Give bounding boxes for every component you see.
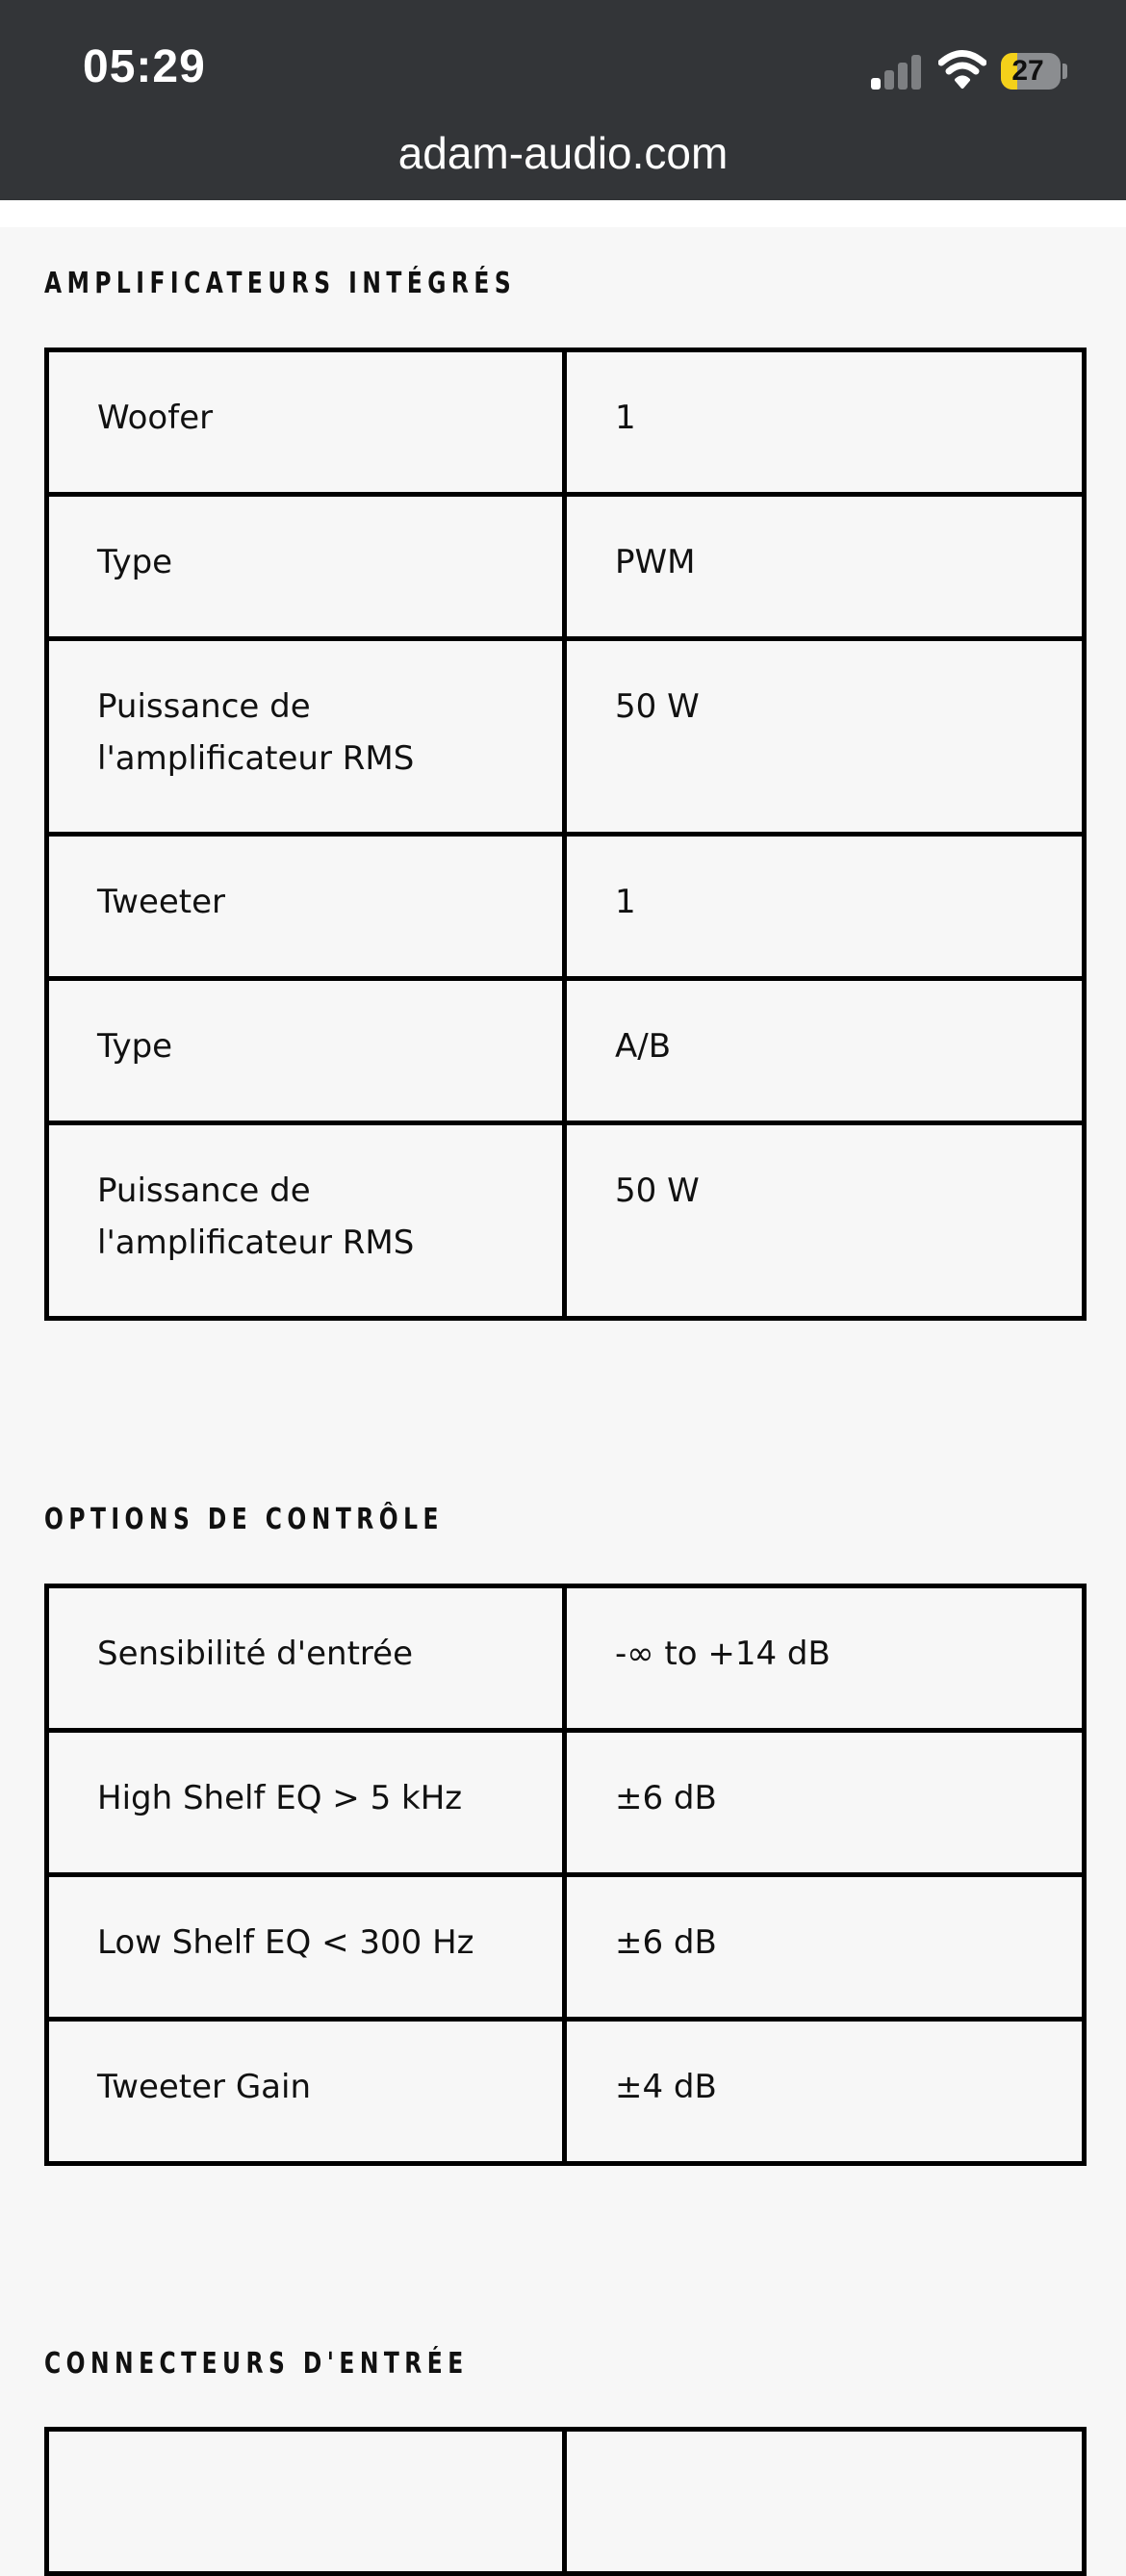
page-top-edge [0, 200, 1126, 227]
input-connectors-table [44, 2427, 1087, 2576]
battery-icon [1001, 53, 1061, 90]
row-value: ±4 dB [615, 2068, 717, 2106]
table-row [47, 979, 1085, 1123]
table-row [47, 2020, 1085, 2164]
row-label: Low Shelf EQ < 300 Hz [97, 1923, 474, 1962]
table-row [47, 350, 1085, 495]
table-row [47, 1586, 1085, 1731]
row-label: Tweeter Gain [97, 2068, 311, 2106]
section-title-integrated-amplifiers: AMPLIFICATEURS INTÉGRÉS [44, 267, 517, 300]
row-value: 50 W [615, 1172, 700, 1210]
row-label: High Shelf EQ > 5 kHz [97, 1779, 463, 1817]
row-label: Puissance de l'amplificateur RMS [97, 1172, 415, 1262]
row-value: 50 W [615, 687, 700, 726]
battery-tip-icon [1062, 64, 1067, 79]
cellular-signal-icon [871, 53, 924, 90]
row-label: Type [97, 1027, 173, 1066]
row-value: 1 [615, 399, 636, 437]
table-row [47, 495, 1085, 639]
row-label: Puissance de l'amplificateur RMS [97, 687, 415, 778]
row-label: Sensibilité d'entrée [97, 1635, 413, 1673]
row-label [97, 2432, 514, 2471]
row-label: Type [97, 543, 173, 581]
control-options-table [44, 1584, 1087, 2166]
row-value: ±6 dB [615, 1923, 717, 1962]
browser-status-bar [0, 0, 1126, 200]
battery-level: 27 [1011, 55, 1044, 87]
url-bar[interactable]: adam-audio.com [397, 128, 729, 178]
row-label: Tweeter [97, 883, 226, 921]
table-row [47, 1731, 1085, 1875]
row-value: PWM [615, 543, 696, 581]
table-row [47, 1123, 1085, 1319]
row-label: Woofer [97, 399, 214, 437]
table-row [47, 2430, 1085, 2574]
row-value: ±6 dB [615, 1779, 717, 1817]
table-row [47, 1875, 1085, 2020]
table-row [47, 835, 1085, 979]
section-title-input-connectors: CONNECTEURS D'ENTRÉE [44, 2347, 469, 2381]
wifi-icon [938, 48, 986, 90]
table-row [47, 639, 1085, 835]
integrated-amplifiers-table [44, 348, 1087, 1321]
row-value: A/B [615, 1027, 672, 1066]
row-value: 1 [615, 883, 636, 921]
row-value [615, 2432, 1034, 2471]
section-title-control-options: OPTIONS DE CONTRÔLE [44, 1503, 444, 1536]
status-time: 05:29 [83, 41, 206, 92]
row-value: -∞ to +14 dB [615, 1635, 831, 1673]
